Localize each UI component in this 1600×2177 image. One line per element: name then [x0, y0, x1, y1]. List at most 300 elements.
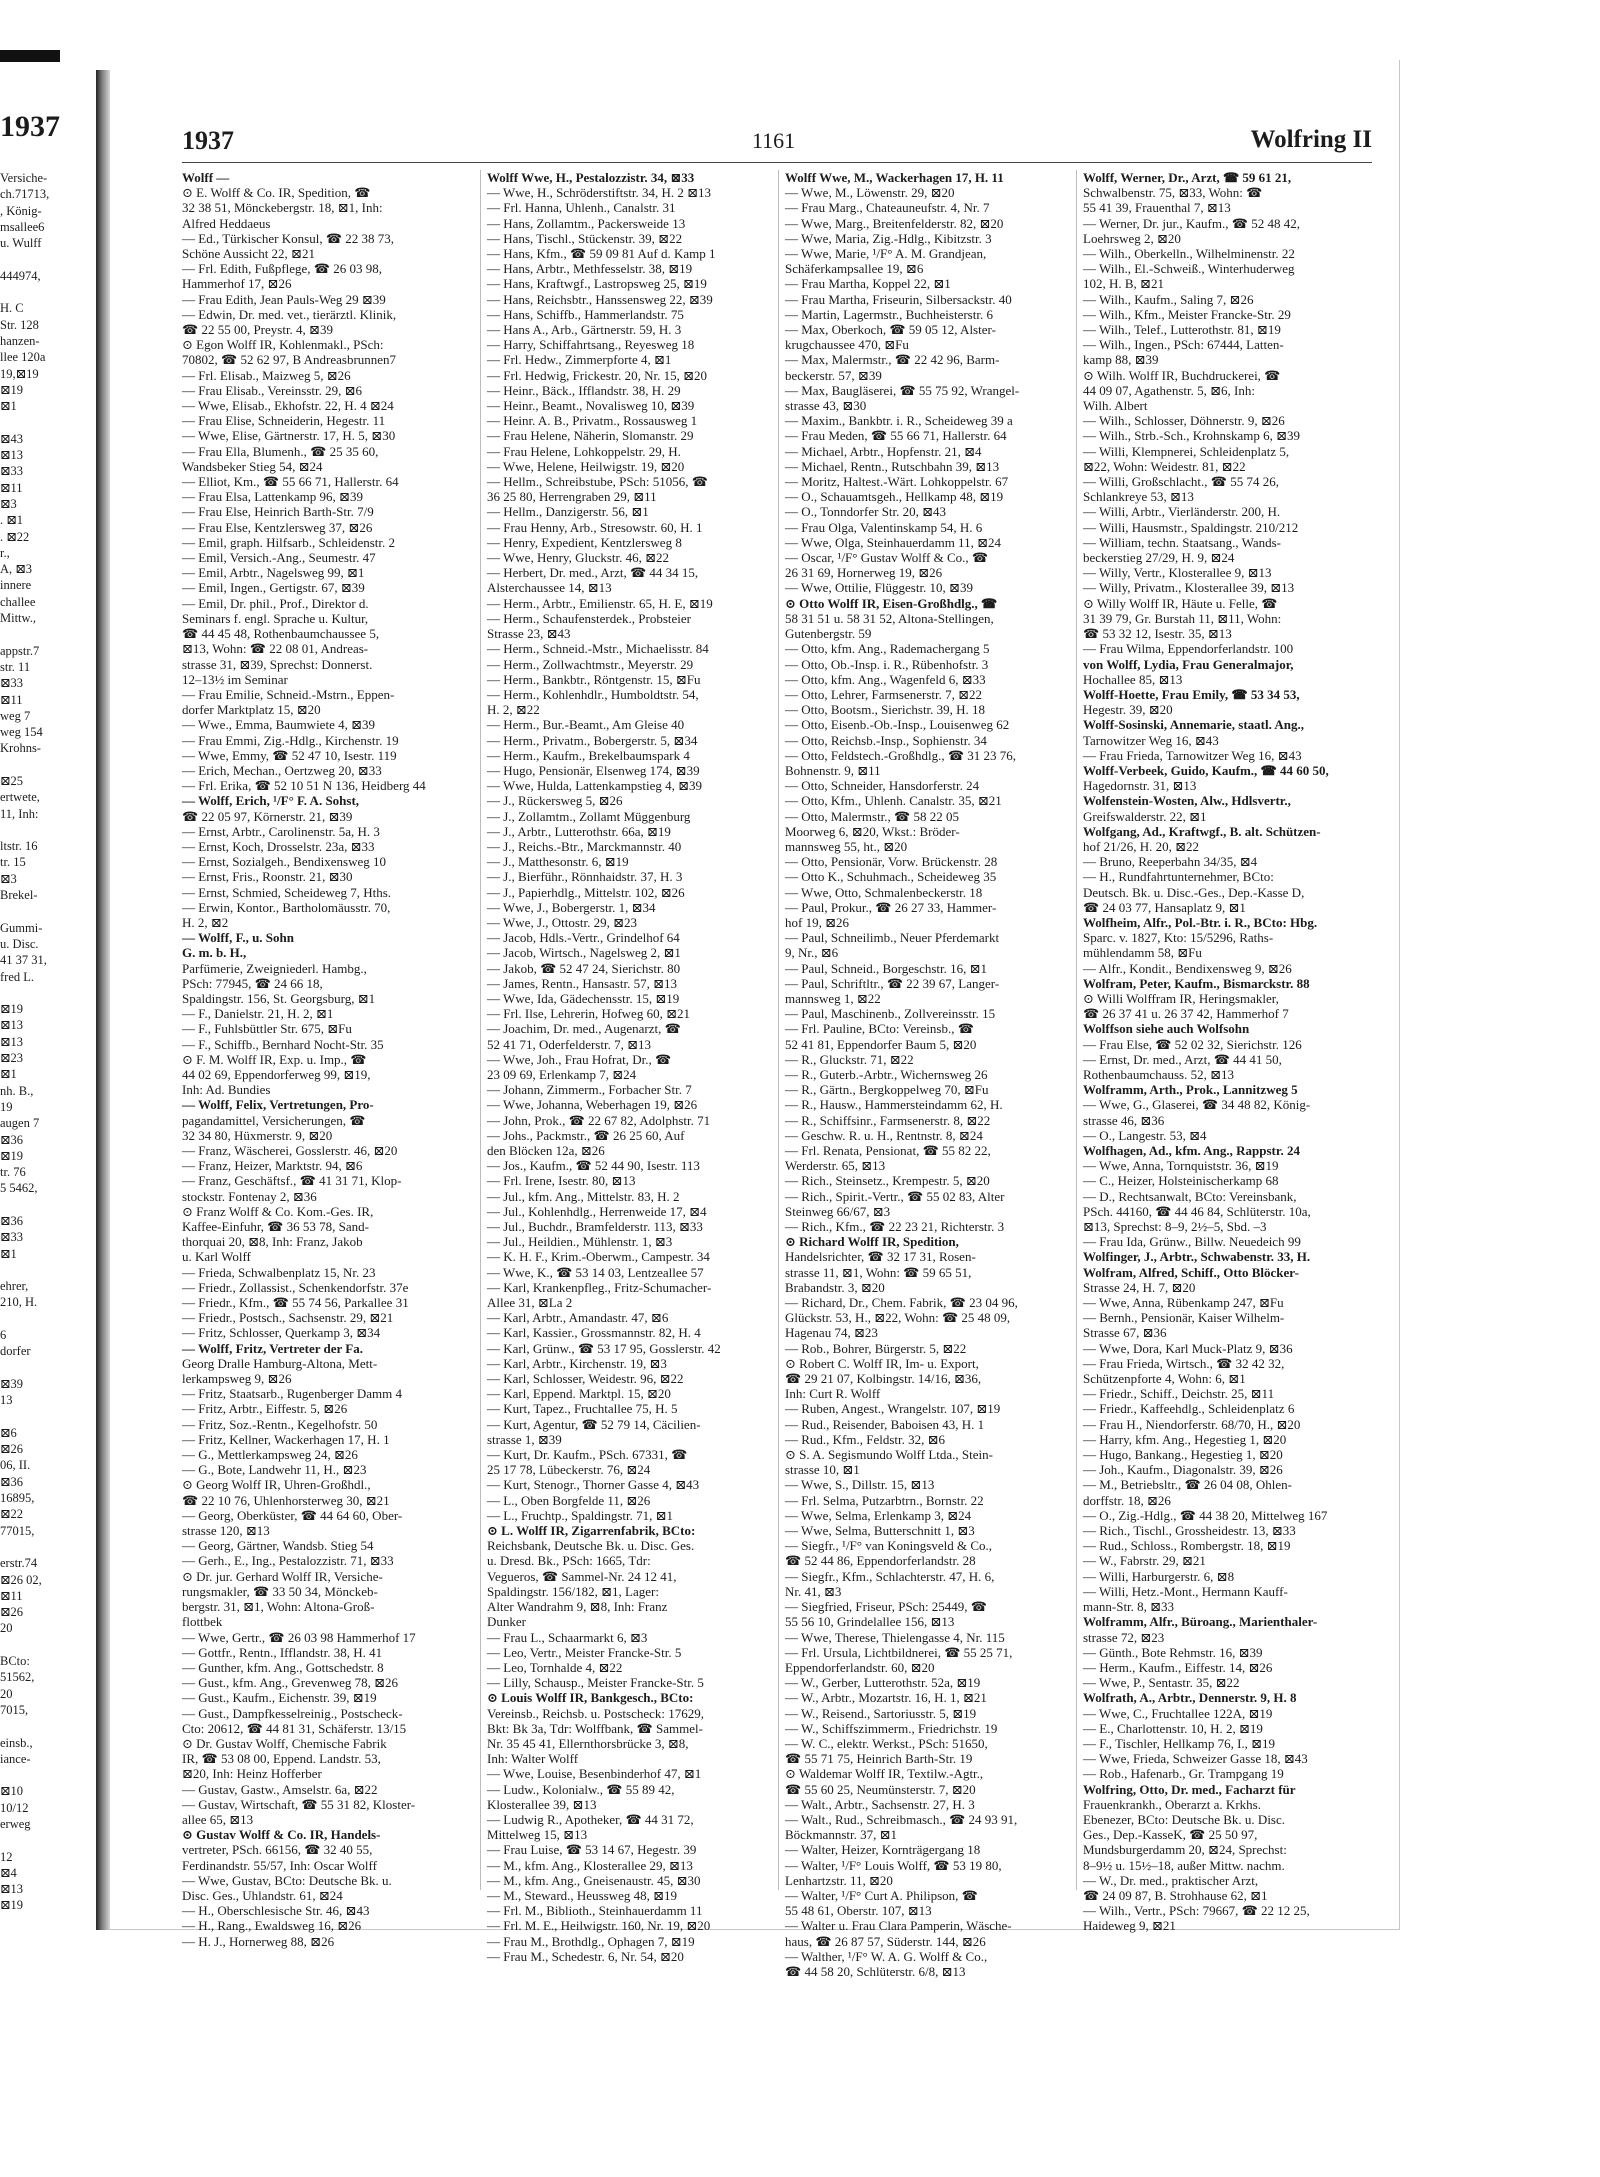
directory-entry: Wilh. Albert [1083, 398, 1148, 414]
directory-entry: Frauenkrankh., Oberarzt a. Krkhs. [1083, 1796, 1261, 1812]
directory-entry: — W. C., elektr. Werkst., PSch: 51650, [785, 1735, 988, 1751]
directory-entry: — O., Tonndorfer Str. 20, ⊠43 [785, 504, 947, 520]
directory-entry: ⊙ Richard Wolff IR, Spedition, [785, 1234, 959, 1250]
directory-entry: Inh: Ad. Bundies [182, 1082, 271, 1098]
left-page-lines [0, 170, 96, 1914]
directory-entry: stockstr. Fontenay 2, ⊠36 [182, 1188, 317, 1204]
left-page-line: ⊠36 [0, 1474, 23, 1489]
directory-entry: Sparc. v. 1827, Kto: 15/5296, Raths- [1083, 930, 1274, 946]
left-page-line: , König- [0, 203, 42, 218]
left-page-line [0, 1637, 96, 1653]
left-page-line: ⊠39 [0, 1376, 23, 1391]
directory-entry: ⊙ Louis Wolff IR, Bankgesch., BCto: [487, 1690, 694, 1706]
directory-entry: — Jakob, ☎ 52 47 24, Sierichstr. 80 [487, 960, 681, 976]
directory-entry: — Wilh., Telef., Lutterothstr. 81, ⊠19 [1083, 322, 1281, 338]
directory-entry: Strasse 23, ⊠43 [487, 626, 571, 642]
directory-entry: 52 41 81, Eppendorfer Baum 5, ⊠20 [785, 1036, 977, 1052]
directory-entry: — Gust., Dampfkesselreinig., Postscheck- [182, 1705, 403, 1721]
directory-entry: — Frau Helene, Näherin, Slomanstr. 29 [487, 428, 694, 444]
directory-entry: — Frau Elise, Schneiderin, Hegestr. 11 [182, 413, 386, 429]
directory-entry: — Hans A., Arb., Gärtnerstr. 59, H. 3 [487, 322, 682, 338]
left-page-line: 11, Inh: [0, 806, 39, 821]
directory-entry: strasse 11, ⊠1, Wohn: ☎ 59 65 51, [785, 1264, 972, 1280]
left-page-line [0, 1832, 96, 1848]
directory-entry: — W., Dr. med., praktischer Arzt, [1083, 1872, 1259, 1888]
directory-entry: — Wwe, Frieda, Schweizer Gasse 18, ⊠43 [1083, 1751, 1308, 1767]
directory-entry: Bkt: Bk 3a, Tdr: Wolffbank, ☎ Sammel- [487, 1720, 703, 1736]
directory-entry: 55 41 39, Frauenthal 7, ⊠13 [1083, 200, 1231, 216]
directory-entry: — O., Zig.-Hdlg., ☎ 44 38 20, Mittelweg 167 [1083, 1507, 1328, 1523]
directory-entry: dorfer Marktplatz 15, ⊠20 [182, 702, 321, 718]
directory-entry: — Walter, ¹/F° Louis Wolff, ☎ 53 19 80, [785, 1857, 1002, 1873]
directory-entry: — Wwe, Joh., Frau Hofrat, Dr., ☎ [487, 1051, 672, 1067]
directory-entry: — Hellm., Danzigerstr. 56, ⊠1 [487, 504, 649, 520]
directory-entry: — Johann, Zimmerm., Forbacher Str. 7 [487, 1082, 692, 1098]
left-page-line: innere [0, 578, 32, 593]
left-page-line: ⊠36 [0, 1214, 23, 1228]
directory-entry: — Herm., Kaufm., Brekelbaumspark 4 [487, 747, 690, 763]
directory-entry: — Maxim., Bankbtr. i. R., Scheideweg 39 a [785, 413, 1013, 429]
directory-entry: ⊙ F. M. Wolff IR, Exp. u. Imp., ☎ [182, 1051, 367, 1067]
directory-entry: — Karl, Schlosser, Weidestr. 96, ⊠22 [487, 1371, 684, 1387]
directory-entry: — Herm., Schaufensterdek., Probsteier [487, 610, 691, 626]
directory-entry: — Gustav, Gastw., Amselstr. 6a, ⊠22 [182, 1781, 378, 1797]
directory-entry: — Ruben, Angest., Wrangelstr. 107, ⊠19 [785, 1401, 1001, 1417]
directory-entry: — Wwe, Selma, Erlenkamp 3, ⊠24 [785, 1507, 972, 1523]
directory-entry: u. Dresd. Bk., PSch: 1665, Tdr: [487, 1553, 651, 1569]
directory-entry: — Johs., Packmstr., ☎ 26 25 60, Auf [487, 1127, 685, 1143]
directory-entry: — Wwe, Henry, Gluckstr. 46, ⊠22 [487, 550, 670, 566]
directory-entry: Wolfenstein-Wosten, Alw., Hdlsvertr., [1083, 793, 1291, 809]
page-number: 1161 [752, 128, 796, 153]
directory-entry: Hammerhof 17, ⊠26 [182, 276, 292, 292]
directory-entry: — Wolff, Fritz, Vertreter der Fa. [182, 1340, 363, 1356]
directory-entry: — Joh., Kaufm., Diagonalstr. 39, ⊠26 [1083, 1462, 1283, 1478]
directory-entry: — Erich, Mechan., Oertzweg 20, ⊠33 [182, 762, 382, 778]
directory-entry: ⊙ Robert C. Wolff IR, Im- u. Export, [785, 1355, 979, 1371]
left-page-line: ⊠19 [0, 382, 23, 397]
directory-entry: — Friedr., Schiff., Deichstr. 25, ⊠11 [1083, 1386, 1275, 1402]
directory-entry: — Wwe, Johanna, Weberhagen 19, ⊠26 [487, 1097, 698, 1113]
header-keyword: Wolfring II [1250, 126, 1372, 153]
directory-entry: — Wwe, Marie, ¹/F° A. M. Grandjean, [785, 246, 987, 262]
directory-entry: — Friedr., Kaffeehdlg., Schleidenplatz 6 [1083, 1401, 1295, 1417]
directory-entry: — Frau Elsa, Lattenkamp 96, ⊠39 [182, 489, 363, 505]
directory-entry: Vereinsb., Reichsb. u. Postscheck: 17629, [487, 1705, 705, 1721]
directory-entry: — Wilh., Ingen., PSch: 67444, Latten- [1083, 337, 1284, 353]
left-page-line [0, 251, 96, 267]
directory-entry: — Frau Edith, Jean Pauls-Weg 29 ⊠39 [182, 291, 386, 307]
directory-entry: — Siegfr., ¹/F° van Koningsveld & Co., [785, 1538, 992, 1554]
directory-entry: — Siegfried, Friseur, PSch: 25449, ☎ [785, 1599, 987, 1615]
left-page-line: tr. 15 [0, 855, 26, 870]
directory-entry: lerkampsweg 9, ⊠26 [182, 1371, 292, 1387]
directory-entry: — Frau Martha, Friseurin, Silbersackstr. 40 [785, 291, 1012, 307]
directory-entry: Werderstr. 65, ⊠13 [785, 1158, 886, 1174]
directory-entry: — Ernst, Dr. med., Arzt, ☎ 44 41 50, [1083, 1051, 1282, 1067]
directory-entry: — Wwe, Gertr., ☎ 26 03 98 Hammerhof 17 [182, 1629, 416, 1645]
directory-entry: 32 34 80, Hüxmerstr. 9, ⊠20 [182, 1127, 333, 1143]
directory-entry: — Frl. Renata, Pensionat, ☎ 55 82 22, [785, 1143, 991, 1158]
directory-entry: — Harry, Schiffahrtsang., Reyesweg 18 [487, 337, 695, 353]
left-page-line: 19,⊠19 [0, 366, 39, 381]
directory-entry: ☎ 44 58 20, Schlüterstr. 6/8, ⊠13 [785, 1963, 966, 1979]
directory-entry: — Frau L., Schaarmarkt 6, ⊠3 [487, 1629, 648, 1645]
directory-entry: — William, techn. Staatsang., Wands- [1083, 534, 1281, 550]
left-page-line: r., [0, 545, 10, 560]
directory-entry: — Henry, Expedient, Kentzlersweg 8 [487, 534, 682, 550]
directory-entry: — Kurt, Agentur, ☎ 52 79 14, Cäcilien- [487, 1416, 701, 1432]
directory-entry: Wolfrath, A., Arbtr., Dennerstr. 9, H. 8 [1083, 1690, 1297, 1706]
directory-entry: ⊙ Egon Wolff IR, Kohlenmakl., PSch: [182, 337, 384, 353]
left-page-line [0, 1360, 96, 1376]
left-page-line: . ⊠1 [0, 513, 23, 528]
directory-entry: — Wwe, Anna, Rübenkamp 247, ⊠Fu [1083, 1295, 1284, 1311]
directory-entry: allee 65, ⊠13 [182, 1811, 254, 1827]
directory-entry: — Rich., Tischl., Grossheidestr. 13, ⊠33 [1083, 1523, 1296, 1539]
directory-entry: — Jul., kfm. Ang., Mittelstr. 83, H. 2 [487, 1188, 680, 1204]
left-page-line: . ⊠22 [0, 529, 30, 544]
directory-entry: Alter Wandrahm 9, ⊠8, Inh: Franz [487, 1599, 668, 1615]
directory-entry: — Frl. Selma, Putzarbtrn., Bornstr. 22 [785, 1492, 984, 1508]
directory-entry: — M., kfm. Ang., Klosterallee 29, ⊠13 [487, 1857, 693, 1873]
directory-entry: — Karl, Grünw., ☎ 53 17 95, Gosslerstr. 42 [487, 1340, 721, 1356]
directory-entry: — Max, Baugläserei, ☎ 55 75 92, Wrangel- [785, 382, 1020, 398]
directory-entry: — Wwe, Olga, Steinhauerdamm 11, ⊠24 [785, 534, 1001, 550]
directory-entry: — W., Gerber, Lutterothstr. 52a, ⊠19 [785, 1675, 981, 1691]
directory-entry: ⊠13, Wohn: ☎ 22 08 01, Andreas- [182, 641, 369, 657]
directory-entry: — R., Hausw., Hammersteindamm 62, H. [785, 1097, 1003, 1113]
left-page-line: llee 120a [0, 350, 46, 365]
left-page-line: Gummi- [0, 920, 43, 935]
directory-entry: — Hans, Schiffb., Hammerlandstr. 75 [487, 306, 684, 322]
directory-entry: ☎ 53 32 12, Isestr. 35, ⊠13 [1083, 626, 1232, 642]
directory-entry: — Siegfr., Kfm., Schlachterstr. 47, H. 6, [785, 1568, 995, 1584]
directory-entry: — Rich., Spirit.-Vertr., ☎ 55 02 83, Alter [785, 1188, 1005, 1204]
left-page-line: Mittw., [0, 611, 36, 626]
left-page-line: 16895, [0, 1491, 35, 1506]
directory-entry: ☎ 55 60 25, Neumünsterstr. 7, ⊠20 [785, 1781, 976, 1797]
directory-entry: PSch. 44160, ☎ 44 46 84, Schlüterstr. 10a, [1083, 1203, 1311, 1219]
directory-entry: — Jul., Buchdr., Bramfelderstr. 113, ⊠33 [487, 1219, 703, 1235]
directory-entry: — Alfr., Kondit., Bendixensweg 9, ⊠26 [1083, 960, 1292, 976]
directory-entry: — Hugo, Pensionär, Elsenweg 174, ⊠39 [487, 762, 700, 778]
directory-entry: — Wolff, F., u. Sohn [182, 930, 294, 946]
left-page-line: H. C [0, 301, 24, 316]
directory-entry: Deutsch. Bk. u. Disc.-Ges., Dep.-Kasse D, [1083, 884, 1305, 900]
directory-entry: — Frl. Edith, Fußpflege, ☎ 26 03 98, [182, 261, 382, 277]
directory-entry: — Otto, Reichsb.-Insp., Sophienstr. 34 [785, 732, 987, 748]
directory-entry: — O., Schauamtsgeh., Hellkamp 48, ⊠19 [785, 489, 1004, 505]
directory-entry: — Harry, kfm. Ang., Hegestieg 1, ⊠20 [1083, 1431, 1287, 1447]
directory-entry: — Frau M., Brothdlg., Ophagen 7, ⊠19 [487, 1933, 695, 1949]
directory-entry: — Franz, Geschäftsf., ☎ 41 31 71, Klop- [182, 1173, 402, 1189]
directory-entry: strasse 1, ⊠39 [487, 1431, 562, 1447]
directory-entry: Inh: Curt R. Wolff [785, 1386, 881, 1402]
directory-entry: — Karl, Kassier., Grossmannstr. 82, H. 4 [487, 1325, 701, 1341]
directory-entry: — H., Oberschlesische Str. 46, ⊠43 [182, 1903, 370, 1919]
directory-entry: — Wolff, Erich, ¹/F° F. A. Sohst, [182, 793, 360, 809]
directory-entry: — Franz, Heizer, Marktstr. 94, ⊠6 [182, 1158, 363, 1174]
left-page-line: ⊠1 [0, 1246, 17, 1261]
directory-entry: — Wwe, Selma, Butterschnitt 1, ⊠3 [785, 1523, 975, 1539]
directory-entry: — Emil, graph. Hilfsarb., Schleidenstr. 2 [182, 534, 396, 550]
directory-entry: ⊙ E. Wolff & Co. IR, Spedition, ☎ [182, 185, 371, 201]
directory-entry: — Herm., Zollwachtmstr., Meyerstr. 29 [487, 656, 694, 672]
left-page-line: ⊠36 [0, 1132, 23, 1147]
left-page-line: dorfer [0, 1344, 31, 1359]
left-page-line: fred L. [0, 969, 35, 984]
directory-entry: — Fritz, Arbtr., Eiffestr. 5, ⊠26 [182, 1401, 348, 1417]
directory-entry: — Wilh., El.-Schweiß., Winterhuderweg [1083, 261, 1295, 277]
directory-entry: Georg Dralle Hamburg-Altona, Mett- [182, 1355, 378, 1371]
directory-entry: — Wilh., Schlosser, Döhnerstr. 9, ⊠26 [1083, 413, 1285, 429]
directory-entry: Hagenau 74, ⊠23 [785, 1325, 878, 1341]
directory-entry: — Otto, Ob.-Insp. i. R., Rübenhofstr. 3 [785, 656, 989, 672]
directory-entry: Strasse 24, H. 7, ⊠20 [1083, 1279, 1196, 1295]
left-page-line: 444974, [0, 268, 41, 283]
directory-entry: — Wwe, Dora, Karl Muck-Platz 9, ⊠36 [1083, 1340, 1293, 1356]
left-page-line [0, 626, 96, 642]
left-page-line: ⊠13 [0, 448, 23, 463]
directory-entry: Vegueros, ☎ Sammel-Nr. 24 12 41, [487, 1568, 677, 1584]
directory-entry: von Wolff, Lydia, Frau Generalmajor, [1083, 656, 1294, 672]
directory-entry: — Wwe, Ottilie, Flüggestr. 10, ⊠39 [785, 580, 973, 596]
directory-entry: — Willi, Klempnerei, Schleidenplatz 5, [1083, 443, 1290, 459]
left-page-line: ⊠10 [0, 1784, 23, 1799]
directory-entry: Gutenbergstr. 59 [785, 626, 872, 642]
directory-entry: — Walter, Heizer, Kornträgergang 18 [785, 1842, 981, 1858]
directory-entry: — R., Schiffsinr., Farmsenerstr. 8, ⊠22 [785, 1112, 991, 1128]
directory-entry: ⊙ Wilh. Wolff IR, Buchdruckerei, ☎ [1083, 367, 1281, 383]
directory-entry: — Frl. Erika, ☎ 52 10 51 N 136, Heidberg 44 [182, 778, 426, 794]
left-page-line: tr. 76 [0, 1165, 26, 1180]
directory-entry: Haideweg 9, ⊠21 [1083, 1918, 1176, 1934]
left-page-line: ⊠19 [0, 1898, 23, 1913]
directory-entry: — Paul, Schneilimb., Neuer Pferdemarkt [785, 930, 1000, 946]
left-page-line: BCto: [0, 1654, 30, 1669]
directory-entry: — M., Betriebsltr., ☎ 26 04 08, Ohlen- [1083, 1477, 1293, 1493]
directory-entry: Greifswalderstr. 22, ⊠1 [1083, 808, 1207, 824]
directory-entry: — Frau Marg., Chateauneufstr. 4, Nr. 7 [785, 200, 990, 216]
directory-entry: — J., Arbtr., Lutterothstr. 66a, ⊠19 [487, 823, 671, 839]
directory-entry: Hochallee 85, ⊠13 [1083, 671, 1183, 687]
directory-entry: — F., Schiffb., Bernhard Nocht-Str. 35 [182, 1036, 384, 1052]
directory-entry: — Frau Meden, ☎ 55 66 71, Hallerstr. 64 [785, 428, 1007, 444]
directory-entry: — Kurt, Tapez., Fruchtallee 75, H. 5 [487, 1401, 678, 1417]
directory-entry: — Wwe, Louise, Besenbinderhof 47, ⊠1 [487, 1766, 702, 1782]
directory-entry: Mundsburgerdamm 20, ⊠24, Sprechst: [1083, 1842, 1287, 1858]
directory-entry: ☎ 22 05 97, Körnerstr. 21, ⊠39 [182, 808, 353, 824]
directory-entry: krugchaussee 470, ⊠Fu [785, 337, 909, 353]
directory-entry: — F., Fuhlsbüttler Str. 675, ⊠Fu [182, 1021, 352, 1037]
directory-entry: — Rich., Kfm., ☎ 22 23 21, Richterstr. 3 [785, 1219, 1005, 1235]
directory-entry: — Frau Helene, Lohkoppelstr. 29, H. [487, 443, 681, 459]
left-page-line [0, 1197, 96, 1213]
left-page-line: ⊠1 [0, 399, 17, 414]
left-page-line: weg 154 [0, 725, 43, 740]
directory-entry: ⊙ Dr. Gustav Wolff, Chemische Fabrik [182, 1735, 387, 1751]
directory-entry: dorffstr. 18, ⊠26 [1083, 1492, 1171, 1508]
directory-entry: — Geschw. R. u. H., Rentnstr. 8, ⊠24 [785, 1127, 983, 1143]
directory-entry: — Erwin, Kontor., Bartholomäusstr. 70, [182, 899, 391, 915]
directory-entry: ☎ 26 37 41 u. 26 37 42, Hammerhof 7 [1083, 1006, 1289, 1022]
directory-entry: Kaffee-Einfuhr, ☎ 36 53 78, Sand- [182, 1219, 369, 1235]
directory-entry: — Willy, Vertr., Klosterallee 9, ⊠13 [1083, 565, 1272, 581]
directory-entry: — Hans, Zollamtm., Packersweide 13 [487, 215, 686, 231]
left-page-line: ⊠3 [0, 871, 17, 886]
directory-entry: — Max, Oberkoch, ☎ 59 05 12, Alster- [785, 322, 996, 338]
directory-entry: — Frl. Hanna, Uhlenh., Canalstr. 31 [487, 200, 676, 216]
directory-entry: — Hans, Arbtr., Methfesselstr. 38, ⊠19 [487, 261, 693, 277]
directory-entry: mann-Str. 8, ⊠33 [1083, 1599, 1175, 1615]
directory-entry: — Oscar, ¹/F° Gustav Wolff & Co., ☎ [785, 550, 989, 566]
directory-entry: Handelsrichter, ☎ 32 17 31, Rosen- [785, 1249, 976, 1265]
directory-entry: — E., Charlottenstr. 10, H. 2, ⊠19 [1083, 1720, 1263, 1736]
directory-entry: Disc. Ges., Uhlandstr. 61, ⊠24 [182, 1887, 343, 1903]
left-page-line: 5 5462, [0, 1181, 38, 1196]
directory-entry: 36 25 80, Herrengraben 29, ⊠11 [487, 489, 657, 505]
directory-entry: — Frau Elisab., Vereinsstr. 29, ⊠6 [182, 382, 363, 398]
directory-entry: — Wwe, S., Dillstr. 15, ⊠13 [785, 1477, 935, 1493]
left-page-line: ⊠22 [0, 1507, 23, 1522]
directory-entry: Nr. 35 45 41, Ellernthorsbrücke 3, ⊠8, [487, 1735, 689, 1751]
directory-entry: — Ernst, Fris., Roonstr. 21, ⊠30 [182, 869, 353, 885]
directory-entry: strasse 46, ⊠36 [1083, 1112, 1165, 1128]
directory-entry: — Willy, Privatm., Klosterallee 39, ⊠13 [1083, 580, 1295, 596]
directory-entry: — Willi, Großschlacht., ☎ 55 74 26, [1083, 474, 1279, 490]
directory-entry: — Otto, Pensionär, Vorw. Brückenstr. 28 [785, 854, 998, 870]
directory-entry: Böckmannstr. 37, ⊠1 [785, 1827, 897, 1843]
left-page-line: ⊠13 [0, 1018, 23, 1033]
directory-entry: — J., Rückersweg 5, ⊠26 [487, 793, 623, 809]
directory-entry: flottbek [182, 1614, 223, 1630]
directory-entry: — Hans, Kraftwgf., Lastropsweg 25, ⊠19 [487, 276, 707, 292]
directory-entry: — Frau Emmi, Zig.-Hdlg., Kirchenstr. 19 [182, 732, 399, 748]
directory-entry: — Wwe, P., Sentastr. 35, ⊠22 [1083, 1675, 1240, 1691]
left-page-line: A, ⊠3 [0, 562, 33, 577]
directory-entry: — F., Tischler, Hellkamp 76, I., ⊠19 [1083, 1735, 1276, 1751]
directory-entry: 25 17 78, Lübeckerstr. 76, ⊠24 [487, 1462, 651, 1478]
directory-entry: — Herm., Bankbtr., Röntgenstr. 15, ⊠Fu [487, 671, 701, 687]
left-page-line: 41 37 31, [0, 953, 47, 968]
directory-entry: — Karl, Krankenpfleg., Fritz-Schumacher- [487, 1279, 712, 1295]
directory-entry: — Wwe, Hulda, Lattenkampstieg 4, ⊠39 [487, 778, 702, 794]
left-page-line: 13 [0, 1393, 13, 1408]
directory-entry: ☎ 52 44 86, Eppendorferlandstr. 28 [785, 1553, 976, 1569]
directory-entry: — Herm., Schneid.-Mstr., Michaelisstr. 84 [487, 641, 709, 657]
directory-entry: haus, ☎ 26 87 57, Süderstr. 144, ⊠26 [785, 1933, 986, 1949]
directory-entry: — Frau Else, Kentzlersweg 37, ⊠26 [182, 519, 373, 535]
directory-entry: Wolframm, Alfr., Büroang., Marienthaler- [1083, 1614, 1318, 1630]
directory-entry: — Ernst, Sozialgeh., Bendixensweg 10 [182, 854, 386, 870]
directory-entry: Wolfheim, Alfr., Pol.-Btr. i. R., BCto: Hbg. [1083, 914, 1318, 930]
directory-entry: — J., Zollamtm., Zollamt Müggenburg [487, 808, 691, 824]
left-page-line: ⊠19 [0, 1002, 23, 1017]
directory-entry: beckerstieg 27/29, H. 9, ⊠24 [1083, 550, 1235, 566]
left-page-line [0, 903, 96, 919]
directory-entry: — Herm., Bur.-Beamt., Am Gleise 40 [487, 717, 685, 733]
directory-entry: — Heinr. A. B., Privatm., Rossausweg 1 [487, 413, 698, 429]
directory-entry: — Jul., Heildien., Mühlenstr. 1, ⊠3 [487, 1234, 673, 1250]
left-page-line: ⊠33 [0, 1230, 23, 1245]
directory-entry: — J., Bierführ., Rönnhaidstr. 37, H. 3 [487, 869, 683, 885]
left-page-line: 210, H. [0, 1295, 38, 1310]
directory-entry: vertreter, PSch. 66156, ☎ 32 40 55, [182, 1842, 373, 1858]
left-page-line: erstr.74 [0, 1556, 38, 1571]
directory-entry: — W., Arbtr., Mozartstr. 16, H. 1, ⊠21 [785, 1690, 987, 1706]
left-page-line: Brekel- [0, 888, 38, 903]
directory-entry: Wolfram, Alfred, Schiff., Otto Blöcker- [1083, 1264, 1299, 1280]
directory-entry: — Willi, Harburgerstr. 6, ⊠8 [1083, 1568, 1235, 1584]
directory-entry: 31 39 79, Gr. Burstah 11, ⊠11, Wohn: [1083, 610, 1282, 626]
directory-entry: — Hans, Kfm., ☎ 59 09 81 Auf d. Kamp 1 [487, 246, 716, 262]
directory-entry: — Gottfr., Rentn., Ifflandstr. 38, H. 41 [182, 1644, 383, 1660]
directory-entry: 44 09 07, Agathenstr. 5, ⊠6, Inh: [1083, 382, 1255, 398]
directory-entry: Spaldingstr. 156, St. Georgsburg, ⊠1 [182, 990, 376, 1006]
directory-entry: Wolfinger, J., Arbtr., Schwabenstr. 33, H. [1083, 1249, 1311, 1265]
directory-entry: — Jos., Kaufm., ☎ 52 44 90, Isestr. 113 [487, 1158, 700, 1174]
directory-entry: — Paul, Maschinenb., Zollvereinsstr. 15 [785, 1006, 996, 1022]
directory-entry: Klosterallee 39, ⊠13 [487, 1796, 597, 1812]
left-page-line: Krohns- [0, 741, 41, 756]
directory-entry: — R., Guterb.-Arbtr., Wichernsweg 26 [785, 1066, 988, 1082]
left-page-line: ⊠26 [0, 1605, 23, 1620]
directory-entry: Alsterchaussee 14, ⊠13 [487, 580, 612, 596]
directory-entry: — Frau H., Niendorferstr. 68/70, H., ⊠20 [1083, 1416, 1301, 1432]
directory-entry: — James, Rentn., Hansastr. 57, ⊠13 [487, 975, 677, 991]
directory-entry: ⊠22, Wohn: Weidestr. 81, ⊠22 [1083, 458, 1246, 474]
directory-entry: — Frl. M. E., Heilwigstr. 160, Nr. 19, ⊠20 [487, 1918, 711, 1934]
left-page-line [0, 1539, 96, 1555]
directory-entry: — Ed., Türkischer Konsul, ☎ 22 38 73, [182, 230, 395, 246]
left-page-line: hanzen- [0, 333, 40, 348]
directory-entry: — Rud., Reisender, Baboisen 43, H. 1 [785, 1416, 985, 1432]
directory-entry: — L., Fruchtp., Spaldingstr. 71, ⊠1 [487, 1507, 674, 1523]
directory-column-1 [182, 170, 468, 1949]
directory-entry: hof 21/26, H. 20, ⊠22 [1083, 838, 1199, 854]
directory-entry: Schlankreye 53, ⊠13 [1083, 489, 1194, 505]
directory-entry: Lenhartzstr. 11, ⊠20 [785, 1872, 893, 1888]
directory-entry: — Frau Emilie, Schneid.-Mstrn., Eppen- [182, 686, 395, 702]
header-year: 1937 [182, 126, 234, 155]
directory-entry: — Fritz, Schlosser, Querkamp 3, ⊠34 [182, 1325, 381, 1341]
directory-entry: — Wwe, C., Fruchtallee 122A, ⊠19 [1083, 1705, 1273, 1721]
directory-entry: — Karl, Arbtr., Amandastr. 47, ⊠6 [487, 1310, 669, 1326]
directory-entry: 32 38 51, Mönckebergstr. 18, ⊠1, Inh: [182, 200, 383, 216]
left-page-line: ertwete, [0, 790, 40, 805]
directory-entry: den Blöcken 12a, ⊠26 [487, 1143, 605, 1158]
directory-entry: ☎ 29 21 07, Kolbingstr. 14/16, ⊠36, [785, 1371, 982, 1387]
left-page-line: str. 11 [0, 659, 31, 674]
directory-entry: — Wwe, Elise, Gärtnerstr. 17, H. 5, ⊠30 [182, 428, 396, 444]
directory-entry: — Frau Olga, Valentinskamp 54, H. 6 [785, 519, 983, 535]
directory-entry: — Georg, Oberküster, ☎ 44 64 60, Ober- [182, 1507, 403, 1523]
directory-entry: — Karl, Eppend. Marktpl. 15, ⊠20 [487, 1386, 671, 1402]
directory-entry: — Michael, Rentn., Rutschbahn 39, ⊠13 [785, 458, 1000, 474]
left-page-line [0, 1718, 96, 1734]
directory-entry: — Hugo, Bankang., Hegestieg 1, ⊠20 [1083, 1447, 1283, 1463]
directory-entry: — Emil, Dr. phil., Prof., Direktor d. [182, 595, 369, 611]
directory-entry: — Frau Luise, ☎ 53 14 67, Hegestr. 39 [487, 1842, 697, 1858]
left-page-line: ⊠26 02, [0, 1572, 42, 1587]
directory-entry: — M., kfm. Ang., Gneisenaustr. 45, ⊠30 [487, 1872, 701, 1888]
directory-entry: — Walter, ¹/F° Curt A. Philipson, ☎ [785, 1887, 978, 1903]
left-page-line: ⊠1 [0, 1067, 17, 1082]
directory-entry: — M., Steward., Heussweg 48, ⊠19 [487, 1887, 677, 1903]
directory-entry: — H., Rang., Ewaldsweg 16, ⊠26 [182, 1918, 362, 1934]
directory-entry: — Leo, Vertr., Meister Francke-Str. 5 [487, 1644, 682, 1660]
